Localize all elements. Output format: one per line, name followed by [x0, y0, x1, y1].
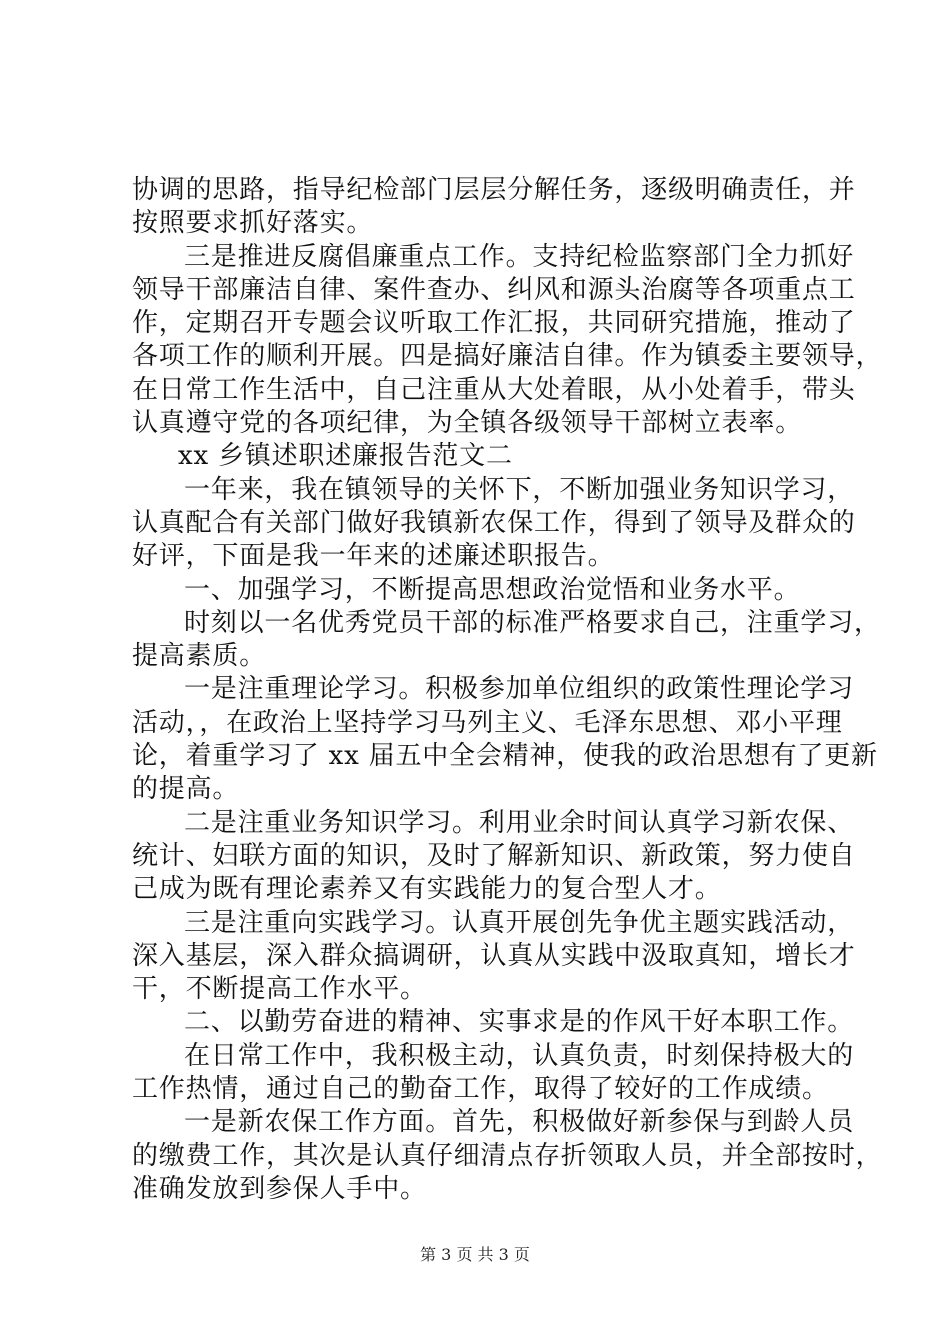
text-line: 认真遵守党的各项纪律，为全镇各级领导干部树立表率。 [132, 408, 803, 439]
text-line: 各项工作的顺利开展。四是搞好廉洁自律。作为镇委主要领导， [132, 341, 883, 372]
text-line: 统计、妇联方面的知识，及时了解新知识、新政策，努力使自 [132, 840, 856, 871]
paragraph-start: 三是推进反腐倡廉重点工作。支持纪检监察部门全力抓好 [184, 241, 855, 272]
text-line: 活动，，在政治上坚持学习马列主义、毛泽东思想、邓小平理 [132, 707, 843, 738]
paragraph-start: 二是注重业务知识学习。利用业余时间认真学习新农保、 [184, 807, 855, 838]
heading-line: 一、加强学习，不断提高思想政治觉悟和业务水平。 [184, 574, 801, 605]
text-line: 论，着重学习了 xx 届五中全会精神，使我的政治思想有了更新 [132, 741, 878, 772]
text-line: 协调的思路，指导纪检部门层层分解任务，逐级明确责任，并 [132, 175, 856, 205]
text-line: 好评，下面是我一年来的述廉述职报告。 [132, 541, 615, 572]
paragraph-start: 三是注重向实践学习。认真开展创先争优主题实践活动， [184, 907, 855, 938]
paragraph-start: 在日常工作中，我积极主动，认真负责，时刻保持极大的 [184, 1040, 855, 1071]
paragraph-start: 一是注重理论学习。积极参加单位组织的政策性理论学习 [184, 674, 855, 705]
text-line: 深入基层，深入群众搞调研，认真从实践中汲取真知，增长才 [132, 940, 856, 971]
paragraph-start: 一年来，我在镇领导的关怀下，不断加强业务知识学习， [184, 474, 855, 505]
text-line: 在日常工作生活中，自己注重从大处着眼，从小处着手，带头 [132, 374, 856, 405]
text-line: 认真配合有关部门做好我镇新农保工作，得到了领导及群众的 [132, 507, 856, 538]
page-footer: 第 3 页 共 3 页 [420, 1245, 530, 1264]
text-line: 准确发放到参保人手中。 [132, 1173, 427, 1204]
text-line: 己成为既有理论素养又有实践能力的复合型人才。 [132, 874, 722, 905]
text-line: 的缴费工作，其次是认真仔细清点存折领取人员，并全部按时， [132, 1140, 883, 1171]
text-line: 提高素质。 [132, 641, 267, 672]
text-line: 按照要求抓好落实。 [132, 208, 374, 239]
document-body [132, 174, 883, 1206]
text-line: 作，定期召开专题会议听取工作汇报，共同研究措施，推动了 [132, 308, 856, 339]
paragraph-start: 时刻以一名优秀党员干部的标准严格要求自己，注重学习， [184, 607, 881, 638]
section-title: xx 乡镇述职述廉报告范文二 [178, 441, 513, 472]
heading-line: 二、以勤劳奋进的精神、实事求是的作风干好本职工作。 [184, 1007, 855, 1038]
text-line: 工作热情，通过自己的勤奋工作，取得了较好的工作成绩。 [132, 1074, 829, 1105]
paragraph-start: 一是新农保工作方面。首先，积极做好新参保与到龄人员 [184, 1107, 855, 1138]
text-line: 干，不断提高工作水平。 [132, 974, 427, 1005]
text-line: 的提高。 [132, 774, 240, 805]
text-line: 领导干部廉洁自律、案件查办、纠风和源头治腐等各项重点工 [132, 274, 856, 305]
